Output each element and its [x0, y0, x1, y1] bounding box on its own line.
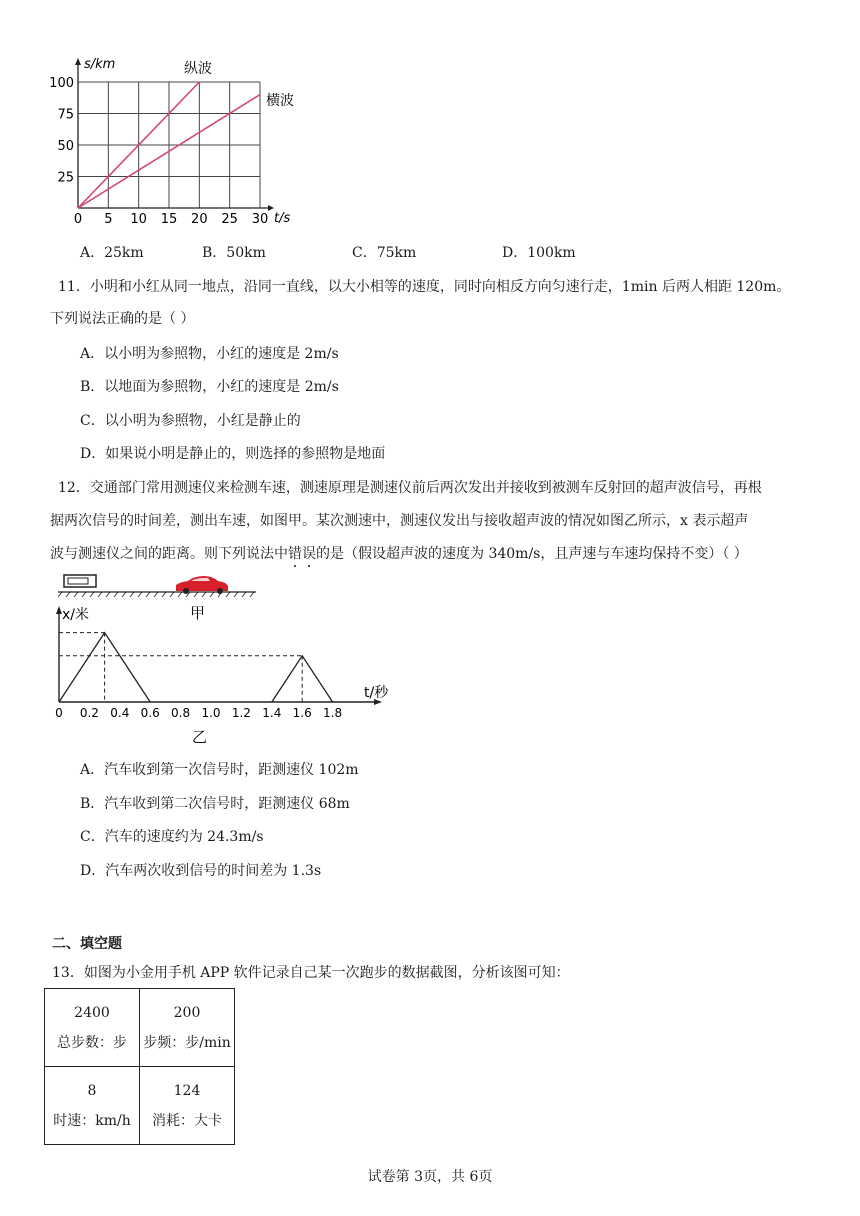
detector-icon	[64, 575, 96, 587]
x-tick-label: 0.8	[171, 706, 191, 720]
figure-label-jia: 甲	[190, 604, 206, 622]
q12-stem-line1: 12．交通部门常用测速仪来检测车速，测速原理是测速仪前后两次发出并接收到被测车反射回的超声波信号，再根	[58, 480, 762, 496]
x-tick-label: 0	[73, 212, 83, 227]
chart-dashed-guides	[59, 633, 302, 702]
q12-stem-post: 的是（假设超声波的速度为 340m/s，且声速与车速均保持不变）（ ）	[316, 546, 748, 562]
x-tick-label: 1.2	[231, 706, 251, 720]
cell-value: 2400	[74, 1004, 110, 1021]
figure-yi-ultrasonic-chart	[46, 602, 396, 746]
legend-longitudinal-wave: 纵波	[184, 61, 212, 77]
q10-option-b[interactable]: B．50km	[202, 245, 266, 261]
q13-stem: 13．如图为小金用手机 APP 软件记录自己某一次跑步的数据截图，分析该图可知：	[52, 965, 570, 981]
x-tick-label: 1.8	[323, 706, 343, 720]
y-tick-label: 100	[49, 76, 74, 91]
x-tick-label: 30	[251, 212, 269, 227]
x-tick-label: 0.2	[79, 706, 99, 720]
x-tick-label: 0.6	[140, 706, 160, 720]
x-tick-label: 0.4	[110, 706, 130, 720]
cell-value: 124	[173, 1082, 201, 1099]
x-tick-label: 15	[160, 212, 178, 227]
running-data-table	[44, 988, 235, 1145]
legend-transverse-wave: 横波	[266, 93, 294, 109]
x-tick-label: 25	[221, 212, 238, 227]
q10-option-c[interactable]: C．75km	[352, 245, 417, 261]
cell-total-steps	[45, 989, 140, 1067]
cell-step-frequency	[140, 989, 235, 1067]
q12-stem-line3	[50, 543, 748, 563]
x-tick-label: 20	[191, 212, 208, 227]
cell-calories	[140, 1067, 235, 1145]
cell-value: 8	[87, 1082, 97, 1099]
q12-stem-line2: 据两次信号的时间差，测出车速，如图甲。某次测速中，测速仪发出与接收超声波的情况如图乙所示，x 表示超声	[50, 513, 749, 529]
q12-option-c[interactable]: C．汽车的速度约为 24.3m/s	[80, 829, 264, 845]
cell-value: 200	[173, 1004, 201, 1021]
x-tick-label: 0	[55, 706, 63, 720]
figure-label-yi: 乙	[192, 728, 208, 746]
y-axis-arrow	[75, 58, 81, 65]
q12-option-d[interactable]: D．汽车两次收到信号的时间差为 1.3s	[80, 863, 322, 879]
chart-axes	[75, 58, 274, 211]
cell-speed	[45, 1067, 140, 1145]
x-tick-label: 1.4	[262, 706, 282, 720]
section-title: 二、填空题	[52, 936, 122, 952]
q10-option-a[interactable]: A．25km	[80, 245, 144, 261]
x-tick-label: 1.0	[201, 706, 221, 720]
x-tick-label: 10	[130, 212, 147, 227]
chart-grid	[78, 82, 260, 208]
page-footer: 试卷第 3页，共 6页	[367, 1169, 493, 1185]
cell-label: 步频：步/min	[143, 1034, 231, 1051]
x-tick-label: 5	[104, 212, 113, 227]
x-tick-label: 1.6	[292, 706, 312, 720]
ground-hatching	[58, 592, 254, 597]
q11-stem-line2: 下列说法正确的是（ ）	[50, 311, 195, 327]
q12-option-b[interactable]: B．汽车收到第二次信号时，距测速仪 68m	[80, 796, 350, 812]
chart-tick-labels	[55, 706, 342, 720]
y-tick-label: 75	[57, 107, 74, 123]
wave-distance-time-chart	[40, 52, 320, 232]
y-axis-label: x/米	[62, 607, 90, 623]
cell-label: 总步数：步	[57, 1034, 127, 1051]
y-tick-label: 25	[57, 170, 74, 186]
y-axis-label: s/km	[84, 57, 116, 72]
cell-label: 消耗：大卡	[152, 1112, 222, 1129]
x-axis-label: t/秒	[364, 685, 389, 701]
cell-label: 时速：km/h	[53, 1112, 131, 1129]
q11-option-d[interactable]: D．如果说小明是静止的，则选择的参照物是地面	[80, 446, 386, 462]
q11-stem-line1: 11．小明和小红从同一地点，沿同一直线，以大小相等的速度，同时向相反方向匀速行走，1min 后两人相距 120m。	[58, 279, 791, 295]
emphasis-char-1: 错	[288, 546, 302, 562]
q12-stem-pre: 波与测速仪之间的距离。则下列说法中	[50, 546, 288, 562]
q11-option-a[interactable]: A．以小明为参照物，小红的速度是 2m/s	[80, 346, 339, 362]
y-tick-label: 50	[57, 139, 74, 154]
x-axis-label: t/s	[274, 211, 291, 226]
red-car-icon	[176, 576, 228, 594]
q10-option-d[interactable]: D．100km	[502, 245, 576, 261]
q11-option-c[interactable]: C．以小明为参照物，小红是静止的	[80, 413, 301, 429]
emphasis-char-2: 误	[302, 546, 316, 562]
chart-series	[59, 633, 333, 702]
q12-option-a[interactable]: A．汽车收到第一次信号时，距测速仪 102m	[80, 762, 359, 778]
q11-option-b[interactable]: B．以地面为参照物，小红的速度是 2m/s	[80, 379, 339, 395]
